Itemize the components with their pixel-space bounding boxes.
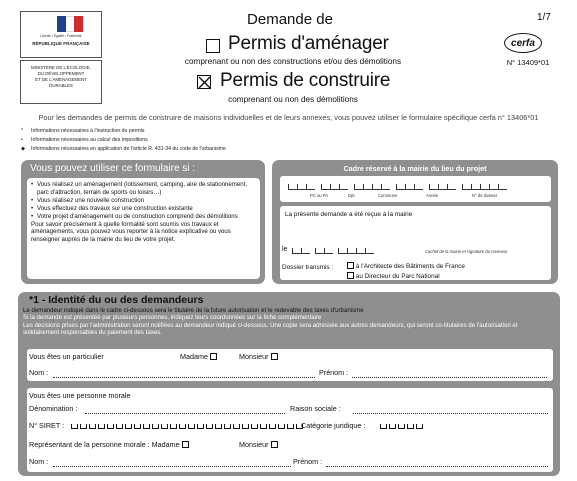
monsieur-checkbox[interactable] — [271, 353, 278, 360]
permis-amenager-title: Permis d'aménager — [228, 33, 389, 54]
legend-text: Informations nécessaires à l'instruction du permis — [31, 128, 145, 134]
cachet-text: Cachet de la mairie et signature du receveur — [425, 249, 508, 254]
usage-list — [31, 181, 256, 244]
intro-line: Le demandeur indiqué dans le cadre ci-dessous sera le titulaire de la future autorisation et le redevable des taxes d'urbanisme — [23, 307, 364, 314]
permis-construire-checkbox[interactable] — [197, 75, 211, 89]
legend-item — [21, 137, 148, 143]
transmis-abf-option[interactable] — [347, 262, 465, 270]
mairie-panel-title: Cadre réservé à la mairie du lieu du projet — [343, 164, 487, 173]
section-identite-intro — [23, 307, 553, 337]
permis-construire-title: Permis de construire — [220, 70, 391, 91]
madame-label: Madame — [180, 352, 208, 361]
representant-monsieur-label: Monsieur — [239, 440, 269, 449]
legend-symbol: ◆ — [21, 146, 25, 152]
raison-sociale-field[interactable] — [353, 413, 548, 414]
ministry-line: MINISTÈRE DE L'ÉCOLOGIE, — [31, 65, 91, 70]
cerfa-logo: cerfa — [504, 33, 542, 53]
monsieur-option[interactable] — [239, 352, 278, 361]
code-label: Année — [426, 193, 439, 198]
permis-amenager-subtitle: comprenant ou non des constructions et/ou des démolitions — [184, 57, 402, 66]
representant-madame-checkbox[interactable] — [182, 441, 189, 448]
legend-symbol: • — [21, 137, 23, 143]
ministry-line: DU DÉVELOPPEMENT — [37, 71, 85, 76]
legend-item — [21, 146, 226, 152]
usage-panel-title: Vous pouvez utiliser ce formulaire si : — [30, 163, 196, 174]
republique-logo — [20, 11, 102, 58]
categorie-juridique-field[interactable] — [380, 424, 423, 429]
usage-bullet: • Vous réalisez une nouvelle construction — [31, 197, 256, 205]
particulier-box — [27, 349, 553, 381]
usage-note: Pour savoir précisément à quelle formalité sont soumis vos travaux et aménagements, vous pouvez vous reporter à la notice explicative ou vous renseigner auprès de la mairie du lieu de votre projet. — [31, 220, 231, 244]
representant-nom-label: Nom : — [29, 457, 49, 466]
logo-motto: Liberté • Égalité • Fraternité — [40, 34, 82, 38]
denomination-label: Dénomination : — [29, 404, 78, 413]
transmis-label: Dossier transmis : — [282, 264, 334, 271]
form-title-prefix: Demande de — [247, 11, 333, 28]
particulier-heading: Vous êtes un particulier — [29, 352, 104, 361]
intro-line: Si la demande est présentée par plusieurs personnes, indiquez leurs coordonnées sur la fiche complémentaire — [23, 314, 322, 322]
nom-label: Nom : — [29, 368, 49, 377]
usage-bullet: • Votre projet d'aménagement ou de construction comprend des démolitions — [31, 213, 256, 221]
monsieur-label: Monsieur — [239, 352, 269, 361]
permis-amenager-checkbox[interactable] — [206, 39, 220, 53]
representant-option[interactable] — [29, 440, 189, 449]
code-label: Dpt — [348, 193, 355, 198]
nom-field[interactable] — [53, 377, 315, 378]
legend-text: Informations nécessaires en application de l'article R. 431-34 du code de l'urbanisme — [31, 146, 226, 152]
reception-date-field[interactable] — [292, 248, 374, 254]
morale-heading: Vous êtes une personne morale — [29, 391, 131, 400]
legend-symbol: * — [21, 128, 24, 134]
prenom-label: Prénom : — [319, 368, 349, 377]
raison-sociale-label: Raison sociale : — [290, 404, 341, 413]
categorie-juridique-label: Catégorie juridique : — [301, 421, 366, 430]
legend-text: Informations nécessaires au calcul des impositions — [31, 137, 148, 143]
page-number: 1/7 — [537, 12, 551, 23]
siret-field[interactable] — [71, 424, 303, 429]
cerfa-number: N° 13409*01 — [506, 58, 550, 67]
parc-label: au Directeur du Parc National — [355, 273, 440, 280]
french-flag-icon — [57, 16, 83, 32]
code-label: Commune — [378, 193, 398, 198]
personne-morale-box — [27, 388, 553, 472]
legend-item — [21, 128, 144, 134]
dossier-number-box — [280, 176, 551, 202]
representant-monsieur-checkbox[interactable] — [271, 441, 278, 448]
representant-prenom-label: Prénom : — [293, 457, 323, 466]
usage-bullet: • Vous effectuez des travaux sur une construction existante — [31, 205, 256, 213]
reception-date-label: le — [282, 246, 288, 253]
transmis-parc-option[interactable] — [347, 272, 440, 280]
code-label: N° de dossier — [472, 193, 498, 198]
ministry-line: ET DE L'AMÉNAGEMENT — [35, 77, 87, 82]
prenom-field[interactable] — [352, 377, 547, 378]
permis-construire-subtitle: comprenant ou non des démolitions — [228, 95, 358, 104]
representant-nom-field[interactable] — [53, 466, 291, 467]
maison-individuelle-note: Pour les demandes de permis de construire de maisons individuelles et de leurs annexes, vous pouvez utiliser le formulaire spécifique cerfa n° 13406*01 — [38, 113, 539, 122]
ministry-name — [21, 65, 101, 89]
dossier-number-field[interactable] — [288, 184, 507, 190]
madame-checkbox[interactable] — [210, 353, 217, 360]
code-label: PC ou PA — [310, 193, 329, 198]
parc-checkbox[interactable] — [347, 272, 354, 279]
representant-prenom-field[interactable] — [326, 466, 548, 467]
logo-republic: RÉPUBLIQUE FRANÇAISE — [32, 41, 90, 46]
section-identite-title: *1 - Identité du ou des demandeurs — [29, 294, 204, 306]
denomination-field[interactable] — [85, 413, 285, 414]
abf-label: à l'Architecte des Bâtiments de France — [355, 263, 465, 270]
siret-label: N° SIRET : — [29, 421, 65, 430]
abf-checkbox[interactable] — [347, 262, 354, 269]
usage-bullet: • Vous réalisez un aménagement (lotissement, camping, aire de stationnement, parc d'attraction, terrain de sports ou loisirs…) — [31, 181, 256, 197]
ministry-box — [20, 60, 102, 104]
reception-text: La présente demande a été reçue à la mairie — [285, 211, 413, 218]
madame-option[interactable] — [180, 352, 217, 361]
intro-line: Les décisions prises par l'administration seront notifiées au demandeur indiqué ci-dessous. Une copie sera adressée aux autres demandeurs, qui seront co-titulaires de l'autorisation et solidairement responsables du paiement des taxes. — [23, 321, 518, 337]
representant-madame-label: Représentant de la personne morale : Madame — [29, 440, 180, 449]
representant-monsieur-option[interactable] — [239, 440, 278, 449]
ministry-line: DURABLES — [49, 83, 73, 88]
check-cross-icon — [198, 76, 212, 90]
